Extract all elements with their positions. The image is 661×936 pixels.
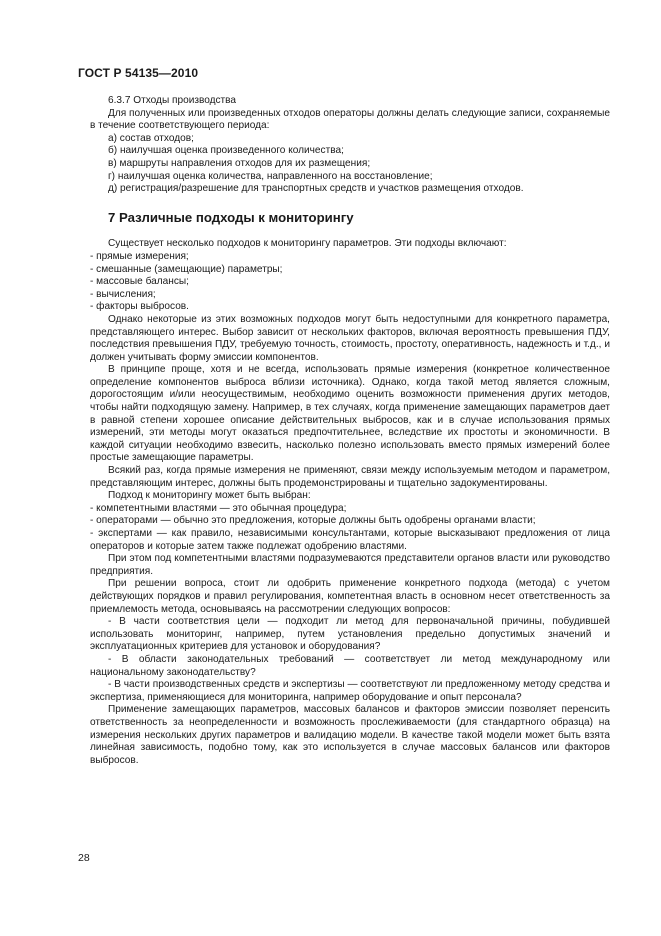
paragraph: Подход к мониторингу может быть выбран: — [108, 490, 311, 502]
list-item: - операторами — обычно это предложения, которые должны быть одобрены органами власти; — [90, 515, 536, 527]
section-heading: 7 Различные подходы к мониторингу — [108, 209, 354, 225]
paragraph: При решении вопроса, стоит ли одобрить применение конкретного подхода (метода) с учетом действующих порядков и правил регулирования, компетентная власть в основном несет ответственность за приемлемость метода, основываясь на рассмотрении следующих вопросов: — [90, 578, 610, 615]
paragraph: Однако некоторые из этих возможных подходов могут быть недоступными для конкретного параметра, представляющего интерес. Выбор зависит от нескольких факторов, включая вероятность превышения ПДУ, последствия превышения ПДУ, требуемую точность, стоимость, простоту, оперативность, надежность и т.д., и должен учитывать форму эмиссии компонентов. — [90, 313, 610, 363]
list-item: г) наилучшая оценка количества, направленного на восстановление; — [108, 170, 433, 182]
paragraph: В принципе проще, хотя и не всегда, использовать прямые измерения (конкретное количественное определение компонентов выброса вблизи источника). Однако, когда такой метод является сложным, дорогостоящим и/или неосуществимым, необходимо оценить возможности применения других методов, чтобы найти подходящую замену. Например, в тех случаях, когда применение замещающих параметров дает в равной степени хорошее описание действительных выбросов, как и в случае использования прямых измерений, эти методы могут оказаться предпочтительнее, вследствие их простоты и экономичности. В каждой ситуации необходимо взвесить, насколько полезно использовать вместо прямых измерений более простые замещающие параметры. — [90, 364, 610, 464]
list-item: - смешанные (замещающие) параметры; — [90, 263, 283, 275]
list-item: - массовые балансы; — [90, 276, 189, 288]
paragraph: Всякий раз, когда прямые измерения не применяют, связи между используемым методом и параметром, представляющим интерес, должны быть продемонстрированы и тщательно задокументированы. — [90, 465, 610, 489]
page-body — [90, 95, 610, 767]
list-item: б) наилучшая оценка произведенного количества; — [108, 145, 344, 157]
list-item: - компетентными властями — это обычная процедура; — [90, 502, 347, 514]
subsection-title: 6.3.7 Отходы производства — [108, 95, 237, 106]
question-item: - В части производственных средств и экспертизы — соответствуют ли предложенному методу средства и экспертиза, применяющиеся для мониторинга, например оборудование и опыт персонала? — [90, 679, 610, 703]
list-item: д) регистрация/разрешение для транспортных средств и участков размещения отходов. — [108, 183, 524, 195]
paragraph: Применение замещающих параметров, массовых балансов и факторов эмиссии позволяет перенсить ответственность за неопределенности и возможность прослеживаемости (для стандартного образца) на измерения нескольких других параметров и валидацию модели. В качестве такой модели может быть взята линейная зависимость, подобно тому, как это используется в случае массовых балансов или факторов выбросов. — [90, 704, 610, 766]
list-item: - факторы выбросов. — [90, 301, 189, 313]
page-number: 28 — [78, 852, 90, 864]
paragraph: Существует несколько подходов к мониторингу параметров. Эти подходы включают: — [108, 238, 507, 250]
paragraph: Для полученных или произведенных отходов операторы должны делать следующие записи, сохраняемые в течение соответствующего периода: — [90, 107, 610, 132]
list-item: в) маршруты направления отходов для их размещения; — [108, 157, 371, 169]
list-item: - вычисления; — [90, 288, 156, 300]
list-item: а) состав отходов; — [108, 132, 194, 144]
document-code: ГОСТ Р 54135—2010 — [78, 66, 199, 80]
list-item: - прямые измерения; — [90, 250, 189, 262]
question-item: - В части соответствия цели — подходит ли метод для первоначальной причины, побудившей использовать мониторинг, например, путем установления предельно допустимых значений и эксплуатационных критериев для установок и оборудования? — [90, 616, 610, 653]
paragraph: При этом под компетентными властями подразумеваются представители органов власти или руководство предприятия. — [90, 553, 610, 577]
question-item: - В области законодательных требований — соответствует ли метод международному или национальному законодательству? — [90, 653, 610, 678]
list-item: - экспертами — как правило, независимыми консультантами, которые высказывают предложения от лица операторов и которые затем также подлежат одобрению властями. — [90, 528, 610, 552]
